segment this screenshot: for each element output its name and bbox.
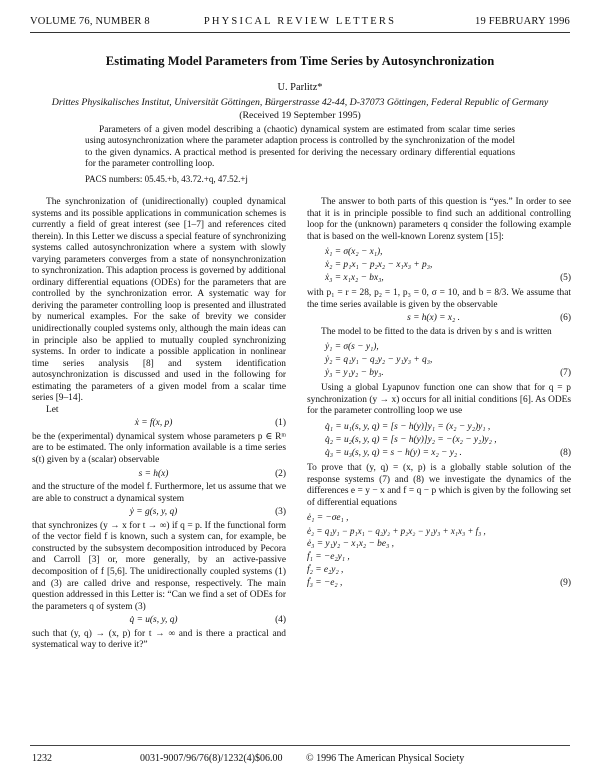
article-code: 0031-9007/96/76(8)/1232(4)$06.00: [140, 753, 283, 764]
copyright: © 1996 The American Physical Society: [306, 753, 465, 764]
affiliation: Drittes Physikalisches Institut, Universität Göttingen, Bürgerstrasse 42-44, D-37073 Göttingen, Federal Republic of Germany: [51, 97, 549, 108]
equation-2-body: s = h(x): [138, 468, 169, 479]
equation-3-body: ẏ = g(s, y, q): [129, 507, 178, 518]
equation-3-number: (3): [275, 507, 286, 518]
equation-4-body: q̇ = u(s, y, q): [129, 615, 178, 626]
equation-9-line: ė₁ = −σe₁ ,: [307, 513, 349, 524]
page-number: 1232: [32, 753, 52, 764]
equation-2: [32, 469, 286, 481]
header-rule: [30, 32, 570, 33]
equation-8-line: q̇₂ = u₂(s, y, q) = [s − h(y)]y₂ = −(x₂ − y₂)y₂ ,: [325, 435, 497, 446]
equation-1-number: (1): [275, 418, 286, 429]
lyapunov-paragraph: Using a global Lyapunov function one can show that for q = p synchronization (y → x) occurs for all initial conditions [6]. As ODEs for the parameter controlling loop we use: [307, 383, 571, 417]
author: U. Parlitz*: [277, 82, 323, 93]
equation-9-line: ė₂ = q₁y₁ − p₁x₁ − q₂y₂ + p₂x₂ − y₁y₃ + x₁x₃ + f₃ ,: [307, 526, 486, 537]
equation-9-line: ḟ₁ = −e₂y₁ ,: [307, 552, 350, 563]
paragraph-5: such that (y, q) → (x, p) for t → ∞ and is there a practical and systematical way to derive it?”: [32, 628, 286, 651]
equation-8-number: (8): [560, 448, 571, 459]
equation-7-line: ẏ₁ = σ(s − y₁),: [325, 342, 379, 353]
intro-paragraph: The synchronization of (unidirectionally) coupled dynamical systems and its possible applications in communication schemes is currently a field of great interest (see [1–7] and references cited therein). In this Letter we discuss a special feature of synchronizing systems called autosynchronization where a system with slowly varying parameters converges from a state of nonsynchronization to synchronization. This adaption process is governed by additional ordinary differential equations (ODEs) for the parameters that are controlled by the synchronization error. A systematic way for deriving the parameter controlling loop is presented and illustrated by numerical examples. For the sake of brevity we consider unidirectionally coupled systems only, although the main ideas can in principle also be applied to mutually coupled synchronizing systems. In order to indicate a possible application in nonlinear time series analysis [8] and system identification autosynchronization is discussed and used in the following for estimating the parameters of a given model from a scalar time series [9–14].: [32, 197, 286, 404]
equation-6-body: s = h(x) = x₂ .: [407, 313, 460, 324]
right-column: [307, 197, 571, 593]
issue-date: 19 FEBRUARY 1996: [475, 16, 570, 27]
equation-5: [307, 246, 571, 285]
equation-7-line: ẏ₃ = y₁y₂ − by₃.: [325, 368, 384, 379]
equation-5-number: (5): [560, 273, 571, 284]
model-paragraph: The model to be fitted to the data is driven by s and is written: [321, 326, 552, 337]
equation-1-body: ẋ = f(x, p): [134, 418, 173, 429]
equation-9: [307, 512, 571, 590]
paper-title: Estimating Model Parameters from Time Series by Autosynchronization: [105, 54, 495, 68]
equation-1: [32, 418, 286, 430]
equation-9-line: ė₃ = y₁y₂ − x₁x₂ − be₃ ,: [307, 539, 394, 550]
equation-8-line: q̇₁ = u₁(s, y, q) = [s − h(y)]y₁ = (x₂ − y₂)y₁ ,: [325, 422, 491, 433]
equation-6: [307, 313, 571, 325]
equation-4-number: (4): [275, 615, 286, 626]
equation-9-line: ḟ₃ = −e₂ ,: [307, 578, 343, 589]
journal-name: PHYSICAL REVIEW LETTERS: [203, 16, 397, 27]
equation-2-number: (2): [275, 468, 286, 479]
equation-5-line: ẋ₃ = x₁x₂ − bx₃,: [325, 273, 384, 284]
equation-6-number: (6): [560, 313, 571, 324]
equation-9-line: ḟ₂ = e₂y₂ ,: [307, 565, 344, 576]
answer-paragraph: The answer to both parts of this question is “yes.” In order to see that it is in principle possible to find such an additional controlling loop for the (unknown) parameters q consider the following example that is based on the well-known Lorenz system [15]:: [307, 197, 571, 242]
paragraph-2: be the (experimental) dynamical system whose parameters p ∈ Rᵐ are to be estimated. The only information available is a time series s(t) given by a (scalar) observable: [32, 431, 286, 466]
paragraph-4: that synchronizes (y → x for t → ∞) if q = p. If the functional form of the vector field f is known, such a system can, for example, be constructed by the subsystem decomposition introduced by Pecora and Carroll [3] or, more generally, by an active-passive decomposition of f [5,6]. The unidirectionally coupled systems (1) and (3) are called drive and response, respectively. The main question addressed in this Letter is: “Can we find a set of ODEs for the parameters q of system (3): [32, 520, 286, 612]
let-text: Let: [46, 404, 59, 415]
proof-paragraph: To prove that (y, q) = (x, p) is a globally stable solution of the response systems (7) and (8) we investigate the dynamics of the differences e = y − x and f = q − p which is given by the following set of differential equations: [307, 463, 571, 508]
pacs-numbers: PACS numbers: 05.45.+b, 43.72.+q, 47.52.+j: [85, 174, 248, 184]
equation-9-number: (9): [560, 578, 571, 589]
footer-rule: [30, 745, 570, 746]
abstract: Parameters of a given model describing a (chaotic) dynamical system are estimated from scalar time series using autosynchronization where the parameter adaption process is controlled by the synchronization of the model to the given dynamics. A practical method is presented for deriving the necessary ordinary differential equations for the parameter controlling loop.: [85, 125, 515, 169]
equation-7-number: (7): [560, 368, 571, 379]
paragraph-3: and the structure of the model f. Furthermore, let us assume that we are able to construct a dynamical system: [32, 482, 286, 504]
parameter-paragraph: with p₁ = r = 28, p₂ = 1, p₃ = 0, σ = 10, and b = 8/3. We assume that the time series available is given by the observable: [307, 288, 571, 310]
equation-8-line: q̇₃ = u₃(s, y, q) = s − h(y) = x₂ − y₂ .: [325, 448, 462, 459]
equation-4: [32, 615, 286, 627]
equation-5-line: ẋ₁ = σ(x₂ − x₁),: [325, 247, 383, 258]
equation-3: [32, 507, 286, 519]
equation-7-line: ẏ₂ = q₁y₁ − q₂y₂ − y₁y₃ + q₃,: [325, 355, 433, 366]
equation-8: [307, 421, 571, 460]
received-date: (Received 19 September 1995): [239, 110, 361, 121]
volume-number: VOLUME 76, NUMBER 8: [30, 16, 150, 27]
equation-7: [307, 341, 571, 380]
left-column: [32, 197, 286, 652]
equation-5-line: ẋ₂ = p₁x₁ − p₂x₂ − x₁x₃ + p₃,: [325, 260, 433, 271]
